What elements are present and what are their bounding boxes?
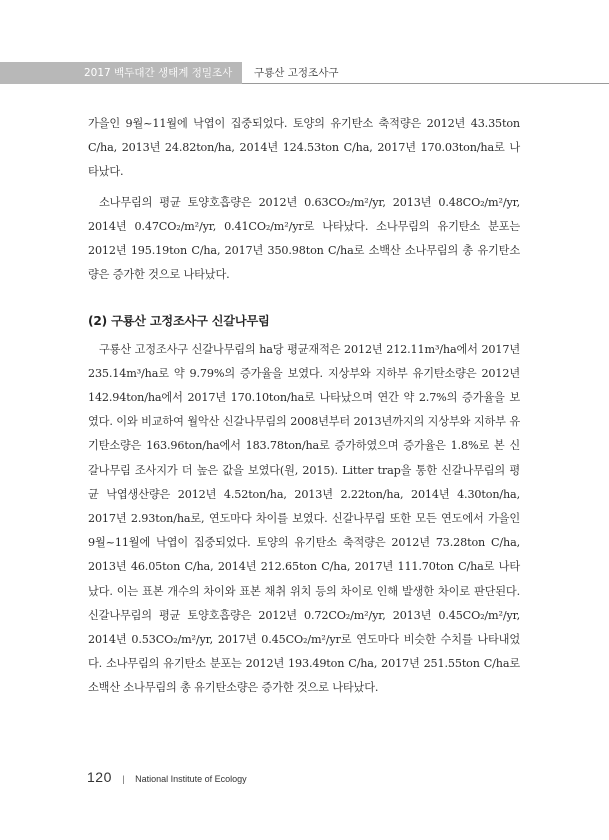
section-heading: (2) 구룡산 고정조사구 신갈나무림 xyxy=(88,314,270,329)
page-number: 120 xyxy=(87,769,112,785)
paragraph-3: 구룡산 고정조사구 신갈나무림의 ha당 평균재적은 2012년 212.11m³/ha에서 2017년 235.14m³/ha로 약 9.79%의 증가율을 보였다. 지상부와 지하부 유기탄소량은 2012년 142.94ton/ha에서 2017년 170.10ton/ha로 나타났으며 연간 약 2.7%의 증가율을 보였다. 이와 비교하여 월악산 신갈나무림의 2008년부터 2013년까지의 지상부와 지하부 유기탄소량은 163.96ton/ha에서 183.78ton/ha로 증가하였으며 증가율은 1.8%로 본 신갈나무림 조사지가 더 높은 값을 보였다(원, 2015). Litter trap을 통한 신갈나무림의 평균 낙엽생산량은 2012년 4.52ton/ha, 2013년 2.22ton/ha, 2014년 4.30ton/ha, 2017년 2.93ton/ha로, 연도마다 차이를 보였다. 신갈나무림 또한 모든 연도에서 가을인 9월~11월에 낙엽이 집중되었다. 토양의 유기탄소 축적량은 2012년 73.28ton C/ha, 2013년 46.05ton C/ha, 2014년 212.65ton C/ha, 2017년 111.70ton C/ha로 나타났다. 이는 표본 개수의 차이와 표본 채취 위치 등의 차이로 인해 발생한 차이로 판단된다. 신갈나무림의 평균 토양호흡량은 2012년 0.72CO₂/m²/yr, 2013년 0.45CO₂/m²/yr, 2014년 0.53CO₂/m²/yr, 2017년 0.45CO₂/m²/yr로 연도마다 비슷한 수치를 나타내었다. 소나무림의 유기탄소 분포는 2012년 193.49ton C/ha, 2017년 251.55ton C/ha로 소백산 소나무림의 총 유기탄소량은 증가한 것으로 나타났다. xyxy=(88,342,520,695)
footer-organization: National Institute of Ecology xyxy=(135,774,247,784)
page-footer xyxy=(87,769,247,787)
footer-separator: | xyxy=(122,774,125,784)
running-header xyxy=(0,62,609,84)
document-body xyxy=(88,112,520,701)
paragraph-2: 소나무림의 평균 토양호흡량은 2012년 0.63CO₂/m²/yr, 2013년 0.48CO₂/m²/yr, 2014년 0.47CO₂/m²/yr, 0.41CO₂/m²/yr로 나타났다. 소나무림의 유기탄소 분포는 2012년 195.19ton C/ha, 2017년 350.98ton C/ha로 소백산 소나무림의 총 유기탄소량은 증가한 것으로 나타났다. xyxy=(88,195,520,282)
header-section-title: 구룡산 고정조사구 xyxy=(242,62,609,84)
header-series-title: 2017 백두대간 생태계 정밀조사 xyxy=(0,62,242,84)
paragraph-1: 가을인 9월~11월에 낙엽이 집중되었다. 토양의 유기탄소 축적량은 2012년 43.35ton C/ha, 2013년 24.82ton/ha, 2014년 124.53ton C/ha, 2017년 170.03ton/ha로 나타났다. xyxy=(88,117,520,179)
